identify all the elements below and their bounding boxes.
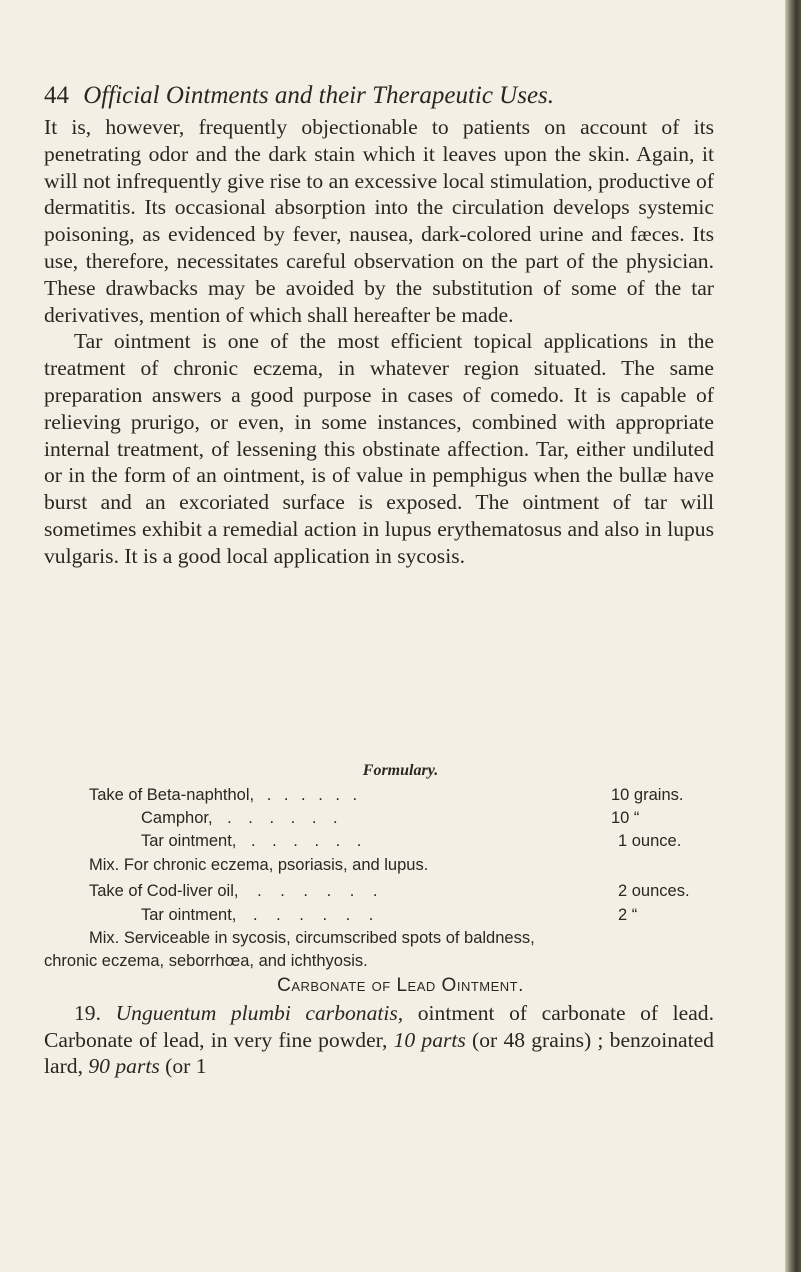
section-heading: Carbonate of Lead Ointment.: [277, 975, 524, 996]
formulary-heading: Formulary.: [362, 762, 439, 779]
formula-2-take-qty: 2 ounces.: [618, 882, 690, 900]
formula-1-take-qty: 10 grains.: [611, 786, 684, 804]
parts-b: 90 parts: [88, 1054, 160, 1078]
running-title: Official Ointments and their Therapeutic Uses.: [83, 82, 555, 109]
formula-dots: . . . . . .: [252, 906, 381, 924]
paragraph-2: Tar ointment is one of the most efficient topical applications in the treatment of chronic eczema, in whatever region situated. The same preparation answers a good purpose in cases of comedo. It is capable of relieving prurigo, or even, in some instances, combined with appropriate internal treatment, of lessening this obstinate affection. Tar, either undiluted or in the form of an ointment, is of value in pemphigus when the bullæ have burst and an excoriated surface is exposed. The ointment of tar will sometimes exhibit a remedial action in lupus erythematosus and also in lupus vulgaris. It is a good local application in sycosis.: [44, 329, 714, 568]
formula-dots: . . . . . .: [250, 832, 368, 850]
page-number: 44: [44, 82, 69, 109]
paragraph-19: [44, 1000, 714, 1080]
formula-1-item-3-qty: 1 ounce.: [618, 832, 682, 850]
section-text-b: (or 48 grains) ; benzoinated lard,: [44, 1027, 714, 1078]
paragraph-1: It is, however, frequently objectionable to patients on account of its penetrating odor and the dark stain which it leaves upon the skin. Again, it will not infrequently give rise to an excessive local stimulation, productive of dermatitis. Its occasional absorption into the circulation develops systemic poisoning, as evidenced by fever, nausea, dark-colored urine and fæces. Its use, therefore, necessitates careful observation on the part of the physician. These drawbacks may be avoided by the substitution of some of the tar derivatives, mention of which shall hereafter be made.: [44, 115, 714, 327]
formula-2-item-2-qty: 2 “: [618, 906, 638, 924]
formula-1-item-2-qty: 10 “: [611, 809, 640, 827]
formula-1-take: Take of Beta-naphthol,: [89, 786, 255, 804]
latin-name: Unguentum plumbi carbonatis,: [115, 1001, 404, 1025]
formula-1-item-3: Tar ointment,: [141, 832, 237, 850]
formula-2-item-2: Tar ointment,: [141, 906, 237, 924]
formula-2-mix-line-2: chronic eczema, seborrhœa, and ichthyosis.: [44, 952, 368, 970]
formula-1-mix: Mix. For chronic eczema, psoriasis, and lupus.: [89, 856, 429, 874]
formula-dots: . . . . . .: [266, 786, 362, 804]
parts-a: 10 parts: [393, 1027, 466, 1052]
section-text-c: (or 1: [159, 1054, 207, 1078]
formula-dots: . . . . . .: [257, 882, 385, 900]
formula-dots: . . . . . .: [227, 809, 344, 827]
section-number: 19.: [74, 1001, 101, 1025]
formula-2-take: Take of Cod-liver oil,: [89, 882, 239, 900]
formula-2-mix-line-1: Mix. Serviceable in sycosis, circumscribed spots of baldness,: [89, 929, 535, 947]
section-text-a: ointment of carbonate of lead. Carbonate of lead, in very fine powder,: [44, 1001, 714, 1052]
formula-1-item-2: Camphor,: [141, 809, 213, 827]
